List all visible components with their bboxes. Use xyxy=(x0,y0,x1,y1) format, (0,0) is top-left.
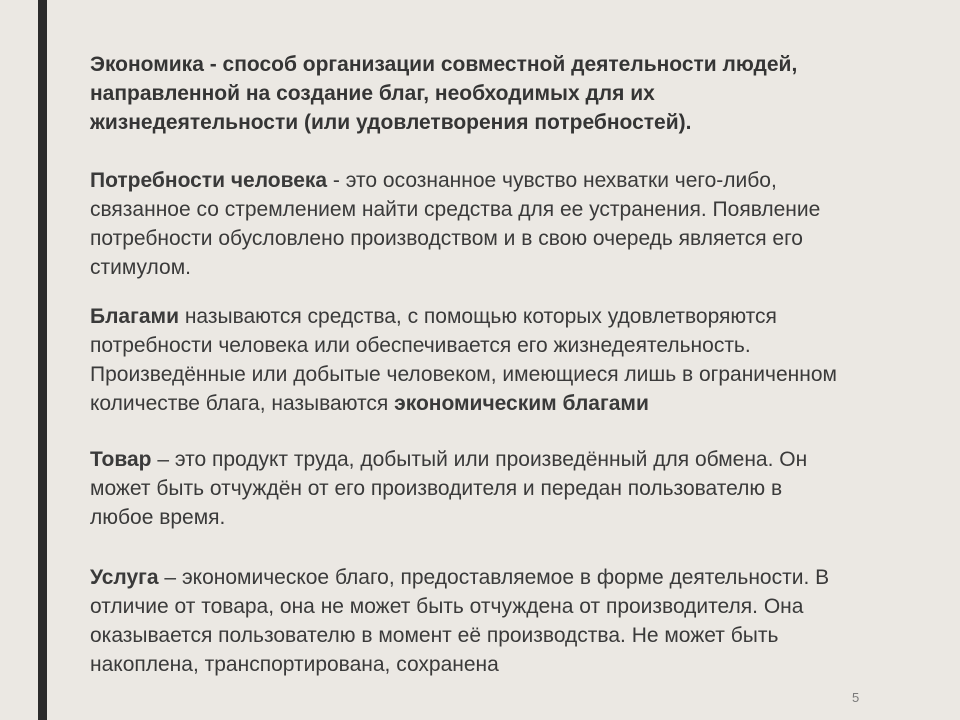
goods-definition xyxy=(90,302,950,418)
goods-line-1 xyxy=(90,302,950,331)
service-line-1 xyxy=(90,563,950,592)
commodity-line-1-text: – это продукт труда, добытый или произведённый для обмена. Он xyxy=(151,448,808,471)
economy-line-1: Экономика - способ организации совместной деятельности людей, xyxy=(90,53,798,76)
goods-line-1-text: называются средства, с помощью которых удовлетворяются xyxy=(178,305,777,328)
commodity-line-3: любое время. xyxy=(90,506,226,529)
needs-term: Потребности человека xyxy=(90,169,328,192)
needs-line-2: связанное со стремлением найти средства для ее устранения. Появление xyxy=(90,198,821,221)
needs-line-3: потребности обусловлено производством и в свою очередь является его xyxy=(90,227,803,250)
service-definition xyxy=(90,563,950,679)
commodity-line-2: может быть отчуждён от его производителя и передан пользователю в xyxy=(90,477,783,500)
service-line-1-text: – экономическое благо, предоставляемое в форме деятельности. В xyxy=(158,566,830,589)
goods-line-3: Произведённые или добытые человеком, имеющиеся лишь в ограниченном xyxy=(90,363,837,386)
needs-definition xyxy=(90,166,950,282)
service-term: Услуга xyxy=(90,566,159,589)
needs-line-1-text: - это осознанное чувство нехватки чего-либо, xyxy=(327,169,777,192)
goods-term: Благами xyxy=(90,305,179,328)
commodity-term: Товар xyxy=(90,448,152,471)
commodity-line-1 xyxy=(90,445,950,474)
needs-line-1 xyxy=(90,166,950,195)
economic-goods-term: экономическим благами xyxy=(394,392,649,415)
needs-line-4: стимулом. xyxy=(90,256,192,279)
economy-definition xyxy=(90,50,950,137)
goods-line-2: потребности человека или обеспечивается его жизнедеятельность. xyxy=(90,334,751,357)
page-number: 5 xyxy=(852,690,860,705)
goods-line-4-text: количестве блага, называются xyxy=(90,392,395,415)
economy-line-3: жизнедеятельности (или удовлетворения потребностей). xyxy=(90,111,692,134)
service-line-2: отличие от товара, она не может быть отчуждена от производителя. Она xyxy=(90,595,804,618)
service-line-3: оказывается пользователю в момент её производства. Не может быть xyxy=(90,624,779,647)
commodity-definition xyxy=(90,445,950,532)
goods-line-4 xyxy=(90,389,950,418)
slide-content xyxy=(90,50,950,679)
economy-line-2: направленной на создание благ, необходимых для их xyxy=(90,82,655,105)
left-accent-bar xyxy=(38,0,47,720)
service-line-4: накоплена, транспортирована, сохранена xyxy=(90,653,499,676)
